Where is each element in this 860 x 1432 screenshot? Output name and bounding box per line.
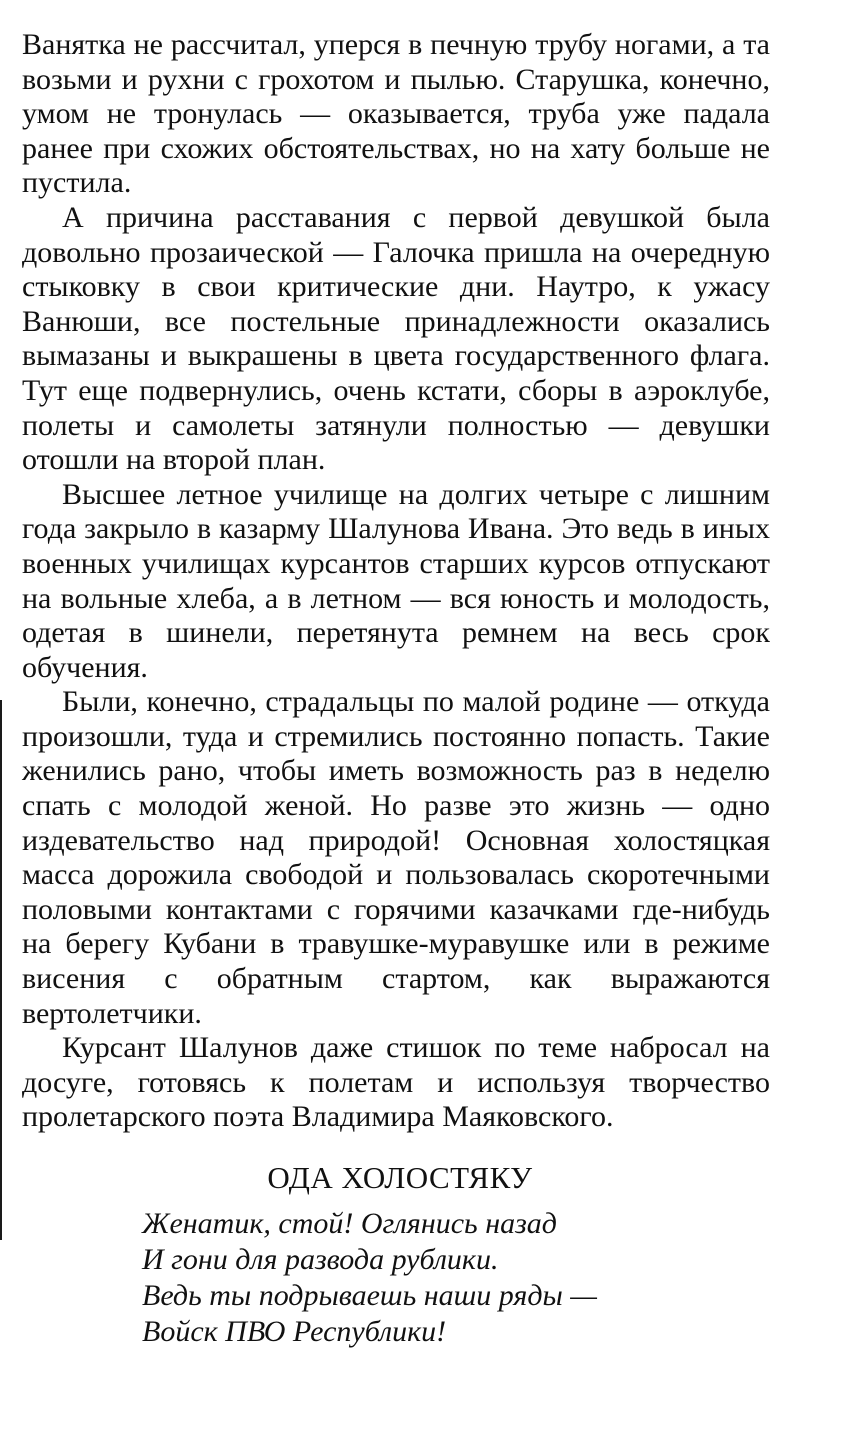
poem-line: Войск ПВО Республики! [142, 1315, 447, 1348]
paragraph: Были, конечно, страдальцы по малой родине — откуда произошли, туда и стремились постоянно попасть. Такие женились рано, чтобы иметь возможность раз в неделю спать с молодой женой. Но разве это жизнь — одно издевательство над природой! Основная холостяцкая масса дорожила свободой и пользовалась скоротечными половыми контактами с горячими казачками где-нибудь на берегу Кубани в травушке-муравушке или в режиме висения с обратным стартом, как выражаются вертолетчики. [22, 685, 770, 1030]
poem-title: ОДА ХОЛОСТЯКУ [267, 1160, 533, 1195]
paragraph: Высшее летное училище на долгих четыре с лишним года закрыло в казарму Шалунова Ивана. Это ведь в иных военных училищах курсантов старших курсов отпускают на вольные хлеба, а в летном — вся юность и молодость, одетая в шинели, перетянута ремнем на весь срок обучения. [22, 477, 770, 684]
prose-block [22, 28, 770, 1135]
scan-edge-line [0, 700, 2, 1240]
paragraph: Ванятка не рассчитал, уперся в печную трубу ногами, а та возьми и рухни с грохотом и пылью. Старушка, конечно, умом не тронулась — оказывается, труба уже падала ранее при схожих обстоятельствах, но на хату больше не пустила. [22, 28, 770, 200]
poem-stanza [142, 1206, 597, 1350]
paragraph: Курсант Шалунов даже стишок по теме набросал на досуге, готовясь к полетам и используя творчество пролетарского поэта Владимира Маяковского. [22, 1031, 770, 1134]
poem-line: Женатик, стой! Оглянись назад [142, 1207, 557, 1240]
paragraph: А причина расставания с первой девушкой была довольно прозаической — Галочка пришла на очередную стыковку в свои критические дни. Наутро, к ужасу Ванюши, все постельные принадлежности оказались вымазаны и выкрашены в цвета государственного флага. Тут еще подвернулись, очень кстати, сборы в аэроклубе, полеты и самолеты затянули полностью — девушки отошли на второй план. [22, 200, 770, 477]
poem-line: И гони для развода рублики. [142, 1243, 499, 1276]
poem-line: Ведь ты подрываешь наши ряды — [142, 1279, 597, 1312]
